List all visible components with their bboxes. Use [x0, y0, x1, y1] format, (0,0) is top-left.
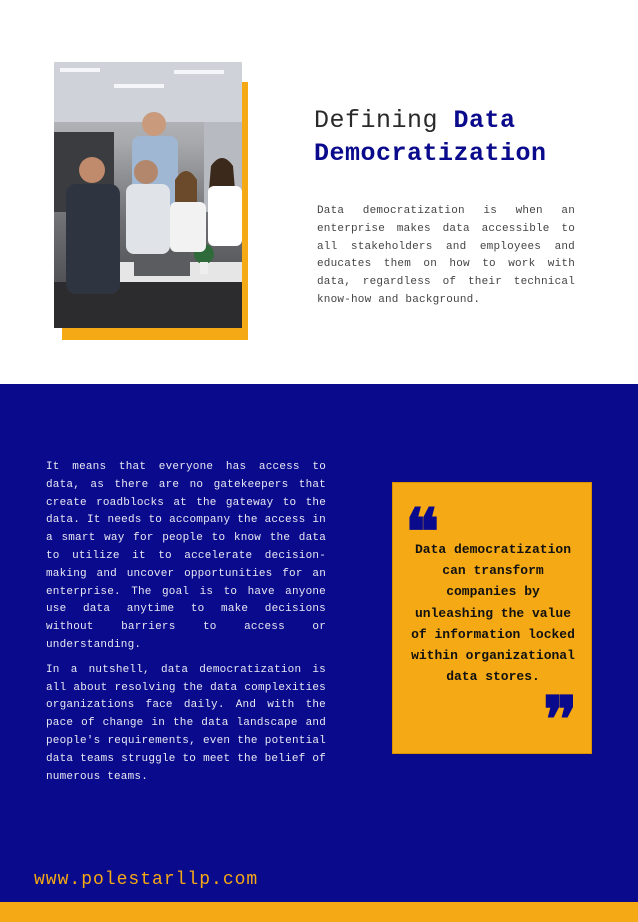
body-text [46, 459, 326, 793]
title-light: Defining [314, 106, 454, 135]
open-quote-icon: ❝ [405, 495, 440, 570]
body-paragraph-1: It means that everyone has access to data, as there are no gatekeepers that create roadblocks at the gateway to the data. It needs to accompany the access in a smart way for people to know the data to utilize it to accelerate decision-making and uncover opportunities for an enterprise. The goal is to have anyone use data anytime to make decisions without barriers to access or understanding. [46, 461, 326, 651]
team-photo [54, 62, 242, 328]
top-section [0, 0, 638, 384]
title-bold-2: Democratization [314, 139, 547, 168]
body-paragraph-2: In a nutshell, data democratization is all about resolving the data complexities organizations face daily. And with the pace of change in the data landscape and people's requirements, even the potential data teams struggle to meet the belief of numerous teams. [46, 663, 326, 783]
bottom-accent-bar [0, 902, 638, 922]
close-quote-icon: ❞ [543, 683, 578, 758]
intro-paragraph: Data democratization is when an enterprise makes data accessible to all stakeholders and employees and educates them on how to work with data, regardless of their technical know-how and background. [317, 205, 575, 306]
quote-box [392, 482, 592, 758]
quote-text: Data democratization can transform companies by unleashing the value of information locked within organizational data stores. [411, 542, 575, 685]
page-title [314, 104, 614, 170]
title-bold-1: Data [453, 106, 516, 135]
website-link[interactable]: www.polestarllp.com [34, 870, 259, 890]
